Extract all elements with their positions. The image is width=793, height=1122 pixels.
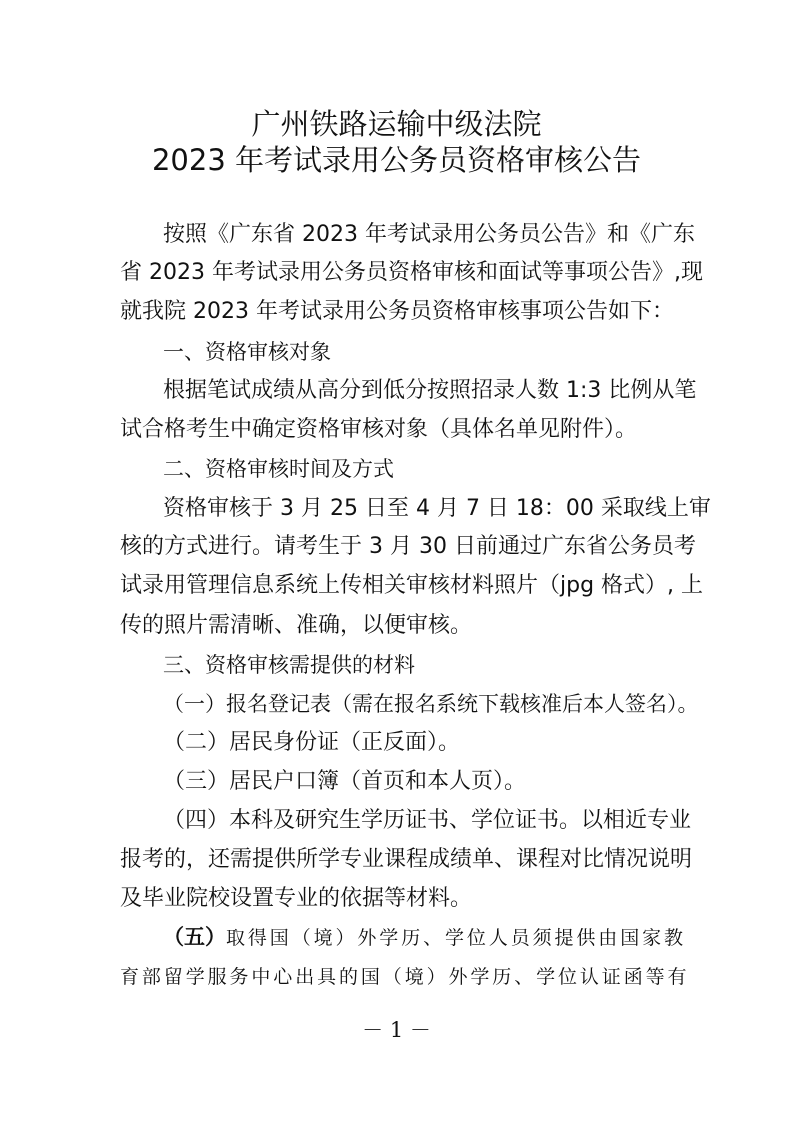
body-text-line: 资格审核于 3 月 25 日至 4 月 7 日 18：00 采取线上审 xyxy=(163,496,711,521)
document-title-line-1: 广州铁路运输中级法院 xyxy=(251,107,542,141)
section-heading: 一、资格审核对象 xyxy=(163,340,331,364)
material-item: （一）报名登记表（需在报名系统下载核准后本人签名）。 xyxy=(163,692,699,716)
body-text-line: 育部留学服务中心出具的国（境）外学历、学位认证函等有 xyxy=(120,966,690,988)
body-text-line: 省 2023 年考试录用公务员资格审核和面试等事项公告》,现 xyxy=(120,260,703,285)
body-text-line: 按照《广东省 2023 年考试录用公务员公告》和《广东 xyxy=(163,222,695,247)
body-text-line: 试合格考生中确定资格审核对象（具体名单见附件）。 xyxy=(120,417,638,442)
material-item: （二）居民身份证（正反面）。 xyxy=(163,730,461,755)
material-item-five xyxy=(163,922,686,953)
body-text-line: 核的方式进行。请考生于 3 月 30 日前通过广东省公务员考 xyxy=(120,534,696,559)
material-item: （三）居民户口簿（首页和本人页）。 xyxy=(163,769,527,794)
body-text-line: 就我院 2023 年考试录用公务员资格审核事项公告如下： xyxy=(120,299,674,324)
page-number: － 1 － xyxy=(362,1018,431,1042)
body-text-line: 报考的，还需提供所学专业课程成绩单、课程对比情况说明 xyxy=(120,847,693,872)
body-text-line: 根据笔试成绩从高分到低分按照招录人数 1:3 比例从笔 xyxy=(163,378,697,403)
body-text-line: 传的照片需清晰、准确，以便审核。 xyxy=(120,613,473,638)
body-text-line: 试录用管理信息系统上传相关审核材料照片（jpg 格式）, 上 xyxy=(120,573,704,598)
document-title-line-2: 2023 年考试录用公务员资格审核公告 xyxy=(151,143,642,177)
material-item: （四）本科及研究生学历证书、学位证书。以相近专业 xyxy=(163,808,692,833)
section-heading: 二、资格审核时间及方式 xyxy=(163,457,394,481)
body-text-line: 及毕业院校设置专业的依据等材料。 xyxy=(120,886,473,911)
section-heading: 三、资格审核需提供的材料 xyxy=(163,653,415,677)
material-item-five-text: 取得国（境）外学历、学位人员须提供由国家教 xyxy=(226,927,686,949)
material-item-five-number: （五） xyxy=(163,925,226,949)
